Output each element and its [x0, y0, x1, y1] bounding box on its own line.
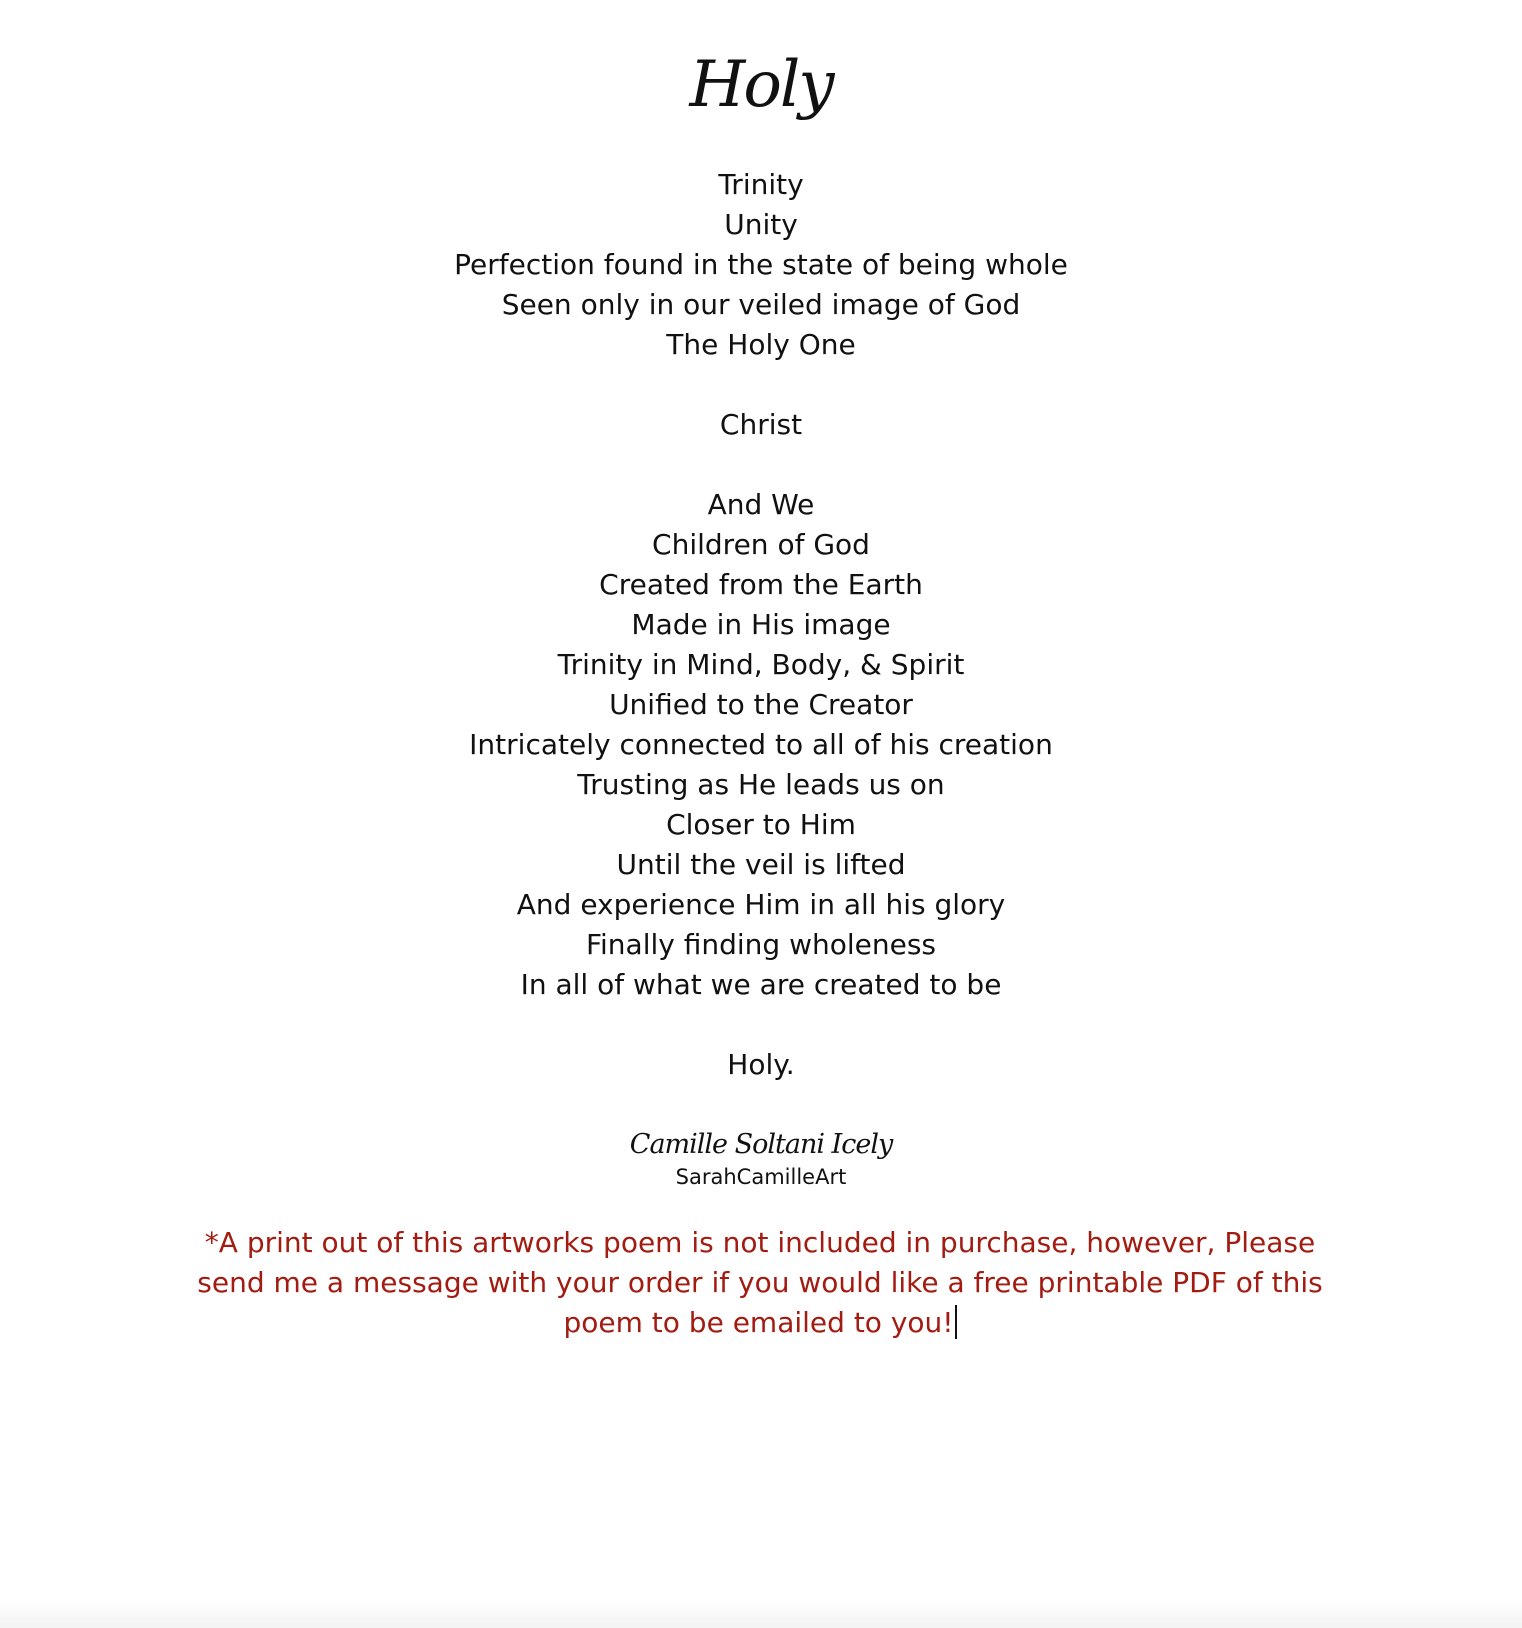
poem-line: Perfection found in the state of being whole	[454, 248, 1068, 281]
poem-line: In all of what we are created to be	[520, 968, 1002, 1001]
poem-line: Trinity	[718, 168, 804, 201]
poem-line: Trusting as He leads us on	[577, 768, 945, 801]
stanza-break	[0, 1005, 1522, 1045]
poem-line: And experience Him in all his glory	[516, 888, 1006, 921]
poem-line: And We	[707, 488, 815, 521]
page-bottom-edge	[0, 1598, 1522, 1628]
purchase-note[interactable]	[170, 1223, 1350, 1343]
poem-body	[0, 165, 1522, 1085]
poem-line: The Holy One	[666, 328, 856, 361]
poem-line: Unity	[724, 208, 798, 241]
poem-line: Closer to Him	[666, 808, 856, 841]
author-handle: SarahCamilleArt	[675, 1165, 847, 1189]
author-signature: Camille Soltani Icely	[629, 1129, 893, 1160]
poem-line: Holy.	[727, 1048, 795, 1081]
poem-line: Created from the Earth	[599, 568, 923, 601]
poem-line: Intricately connected to all of his creation	[469, 728, 1053, 761]
stanza-break	[0, 445, 1522, 485]
purchase-note-text: *A print out of this artworks poem is not included in purchase, however, Please send me a message with your order if you would like a free printable PDF of this poem to be emailed to you!	[197, 1226, 1323, 1339]
poem-line: Until the veil is lifted	[616, 848, 906, 881]
poem-line: Unified to the Creator	[609, 688, 913, 721]
poem-line: Finally finding wholeness	[585, 928, 937, 961]
stanza-break	[0, 365, 1522, 405]
poem-line: Trinity in Mind, Body, & Spirit	[557, 648, 965, 681]
poem-line: Seen only in our veiled image of God	[501, 288, 1021, 321]
poem-line: Children of God	[652, 528, 870, 561]
poem-line: Christ	[719, 408, 803, 441]
poem-title: Holy	[689, 48, 833, 122]
text-cursor	[955, 1305, 957, 1339]
poem-line: Made in His image	[631, 608, 891, 641]
